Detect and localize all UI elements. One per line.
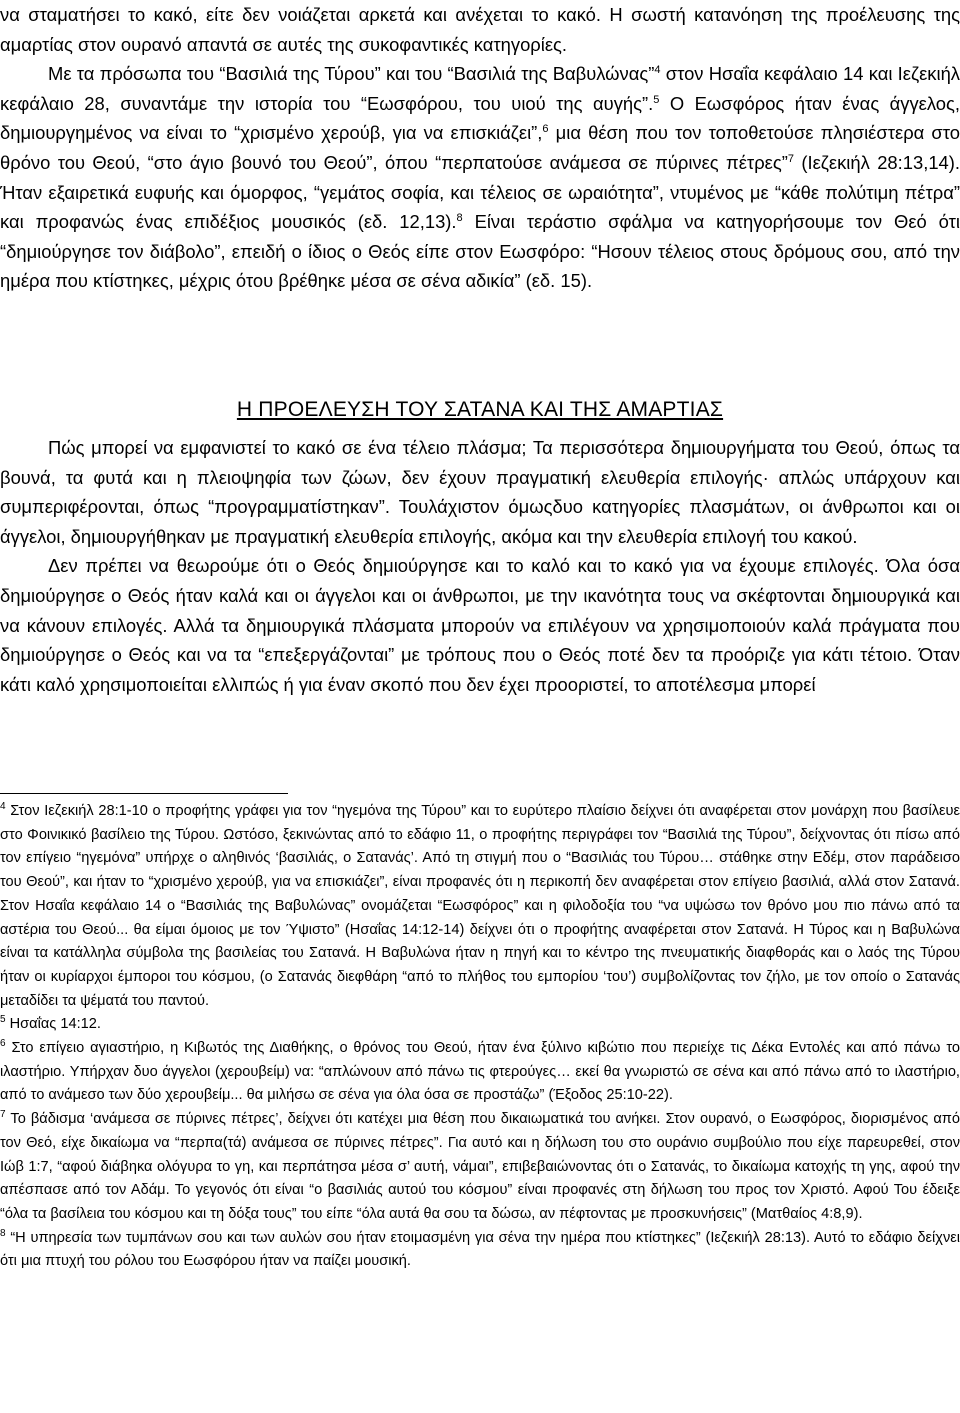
footnote-4 — [0, 800, 960, 1013]
footnote-text: Ησαΐας 14:12. — [5, 1016, 101, 1033]
footnote-number: 4 — [0, 801, 6, 813]
paragraph-free-choice: Πώς μπορεί να εμφανιστεί το κακό σε ένα τέλειο πλάσμα; Τα περισσότερα δημιουργήματα του Θεού, όπως τα βουνά, τα φυτά και η πλειοψηφία των ζώων, δεν έχουν πραγματική ελευθερία επιλογής· απλώς υπάρχουν και συμπεριφέρονται, όπως “προγραμματίστηκαν”. Τουλάχιστον όμωςδυο κατηγορίες πλασμάτων, οι άνθρωποι και οι άγγελοι, δημιουργήθηκαν με πραγματική ελευθερία επιλογής, ακόμα και την ελευθερία επιλογή του κακού. — [0, 437, 960, 547]
footnote-5 — [0, 1013, 960, 1037]
footnote-ref-6[interactable]: 6 — [542, 123, 549, 136]
paragraph-lucifer — [0, 59, 960, 296]
footnote-number: 8 — [0, 1227, 6, 1239]
text-run: (Ιεζεκιήλ 28:13,14). Ήταν εξαιρετικά ευφυής και όμορφος, “γεμάτος σοφία, και τέλειος σε ωραιότητα”, ντυμένος με “κάθε πολύτιμη πέτρα” και προφανώς ένας επιδέξιος μουσικός (εδ. 12,13). — [0, 151, 960, 233]
section-heading — [0, 398, 960, 422]
footnote-number: 7 — [0, 1109, 6, 1121]
footnote-separator — [0, 793, 288, 794]
footnote-ref-4[interactable]: 4 — [654, 64, 661, 77]
footnote-text: “Η υπηρεσία των τυμπάνων σου και των αυλών σου ήταν ετοιμασμένη για σένα την ημέρα που κτίστηκες” (Ιεζεκιήλ 28:13). Αυτό το εδάφιο δείχνει ότι μια πτυχή του ρόλου του Εωσφόρου ήταν να παίζει μουσική. — [0, 1229, 960, 1270]
footnote-text: Στον Ιεζεκιήλ 28:1-10 ο προφήτης γράφει για τον “ηγεμόνα της Τύρου” και το ευρύτερο πλαίσιο δείχνει ότι αναφέρεται στον μονάρχη που βασίλευε στο Φοινικικό βασίλειο της Τύρου. Ωστόσο, ξεκινώντας από το εδάφιο 11, ο προφήτης περιγράφει τον “Βασιλιά της Τύρου”, δείχνοντας ότι πίσω από τον επίγειο “ηγεμόνα” υπήρχε ο αληθινός ‘βασιλιάς, ο Σατανάς’. Από τη στιγμή που ο “Βασιλιάς του Τύρου… στάθηκε στην Εδέμ, στον παράδεισο του Θεού”, και ήταν το “χρισμένο χερούβ, για να επισκιάζει”, είναι προφανές ότι η περικοπή δεν αναφέρεται στον επίγειο βασιλιά, αλλά στον Σατανά. Στον Ησαΐα κεφάλαιο 14 ο “Βασιλιάς της Βαβυλώνας” ονομάζεται “Εωσφόρος” και η φιλοδοξία του “να υψώσω τον θρόνο μου πιο πάνω από τα αστέρια του Θεού... θα είμαι όμοιος με τον Ύψιστο” (Ησαΐας 14:12-14) δείχνει ότι ο προφήτης αναφέρεται στον Σατανά. Η Τύρος και η Βαβυλώνα είναι τα κατάλληλα σύμβολα της βασιλείας του Σατανά. Η Βαβυλώνα ήταν η πηγή και το κέντρο της πνευματικής διαφθοράς και ο λαός της Τύρου ήταν οι κυρίαρχοι έμποροι του κόσμου, (ο Σατανάς διεφθάρη “από το πλήθος του εμπορίου ‘του’) συμβολίζοντας τον ζήλο, με τον οποίο ο Σατανάς μεταδίδει τα ψέματά του παντού. — [0, 803, 960, 1009]
footnote-7 — [0, 1108, 960, 1227]
footnote-8 — [0, 1227, 960, 1274]
footnotes — [0, 800, 960, 1274]
footnote-ref-5[interactable]: 5 — [653, 93, 660, 106]
text-run: Με τα πρόσωπα του “Βασιλιά της Τύρου” και του “Βασιλιά της Βαβυλώνας” — [48, 63, 655, 85]
body-text-top — [0, 0, 960, 296]
text-run: Ο Εωσφόρος ήταν ένας άγγελος, δημιουργημένος να είναι το “χρισμένο χερούβ, για να επισκιάζει”, — [0, 92, 960, 144]
paragraph-continuation: να σταματήσει το κακό, είτε δεν νοιάζεται αρκετά και ανέχεται το κακό. Η σωστή κατανόηση της προέλευσης της αμαρτίας στον ουρανό απαντά σε αυτές της συκοφαντικές κατηγορίες. — [0, 4, 960, 55]
body-text-section — [0, 433, 960, 699]
footnote-text: Στο επίγειο αγιαστήριο, η Κιβωτός της Διαθήκης, ο θρόνος του Θεού, ήταν ένα ξύλινο κιβώτιο που περιείχε τις Δέκα Εντολές και από πάνω το ιλαστήριο. Υπήρχαν δυο άγγελοι (χερουβείμ) να: “απλώνουν από πάνω τις φτερούγες… εκεί θα γνωριστώ σε σένα και από πάνω από το ιλαστήριο, από το ανάμεσο των δύο χερουβείμ... θα μιλήσω σε σένα για όλα όσα σε προστάζω” (Έξοδος 25:10-22). — [0, 1040, 960, 1104]
footnote-ref-7[interactable]: 7 — [787, 152, 794, 165]
text-run: μια θέση που τον τοποθετούσε πλησιέστερα στο θρόνο του Θεού, “στο άγιο βουνό του Θεού”, όπου “περπατούσε ανάμεσα σε πύρινες πέτρες” — [0, 122, 960, 173]
section-heading-text: Η ΠΡΟΕΛΕΥΣΗ ΤΟΥ ΣΑΤΑΝΑ ΚΑΙ ΤΗΣ ΑΜΑΡΤΙΑΣ — [236, 398, 724, 421]
footnote-text: Το βάδισμα ‘ανάμεσα σε πύρινες πέτρες’, δείχνει ότι κατέχει μια θέση που δικαιωματικά του ανήκει. Στον ουρανό, ο Εωσφόρος, διορισμένος από τον Θεό, είχε δικαίωμα να “περπα(τά) ανάμεσα σε πύρινες πέτρες”. Για αυτό και η δήλωση του στο ουράνιο συμβούλιο που είχε παρευρεθεί, στον Ιώβ 1:7, “αφού διάβηκα ολόγυρα το γη, και περπάτησα μέσα σ’ αυτή, νάμαι”, επιβεβαιώνοντας ότι ο Σατανάς, το δικαίωμα κατοχής τη γης, αφού την απέσπασε από τον Αδάμ. Το γεγονός ότι είναι “ο βασιλιάς αυτού του κόσμου” είναι προφανές στη δήλωση του προς τον Χριστό. Αφού Του έδειξε “όλα τα βασίλεια του κόσμου και τη δόξα τους” του είπε “όλα αυτά θα σου τα δώσω, αν πέφτοντας με προσκυνήσεις” (Ματθαίος 4:8,9). — [0, 1111, 960, 1222]
footnote-number: 6 — [0, 1038, 6, 1050]
footnote-ref-8[interactable]: 8 — [456, 212, 463, 225]
footnote-6 — [0, 1037, 960, 1108]
paragraph-good-and-evil: Δεν πρέπει να θεωρούμε ότι ο Θεός δημιούργησε και το καλό και το κακό για να έχουμε επιλογές. Όλα όσα δημιούργησε ο Θεός ήταν καλά και οι άγγελοι και οι άνθρωποι, με την ικανότητα τους να σκέφτονται δημιουργικά και να κάνουν επιλογές. Αλλά τα δημιουργικά πλάσματα μπορούν να επιλέγουν να χρησιμοποιούν καλά πράγματα που δημιούργησε ο Θεός και να τα “επεξεργάζονται” με τρόπους που ο Θεός ποτέ δεν τα προόριζε για κάτι τέτοιο. Όταν κάτι καλό χρησιμοποιείται ελλιπώς ή για έναν σκοπό που δεν έχει προοριστεί, το αποτέλεσμα μπορεί — [0, 555, 960, 695]
text-run: στον Ησαΐα κεφάλαιο 14 και Ιεζεκιήλ κεφάλαιο 28, συναντάμε την ιστορία του “Εωσφόρου, του υιού της αυγής”. — [0, 63, 960, 114]
text-run: Είναι τεράστιο σφάλμα να κατηγορήσουμε τον Θεό ότι “δημιούργησε τον διάβολο”, επειδή ο ίδιος ο Θεός είπε στον Εωσφόρο: “Ησουν τέλειος στους δρόμους σου, από την ημέρα που κτίστηκες, μέχρις ότου βρέθηκε μέσα σε σένα αδικία” (εδ. 15). — [0, 211, 960, 292]
footnote-number: 5 — [0, 1014, 6, 1026]
